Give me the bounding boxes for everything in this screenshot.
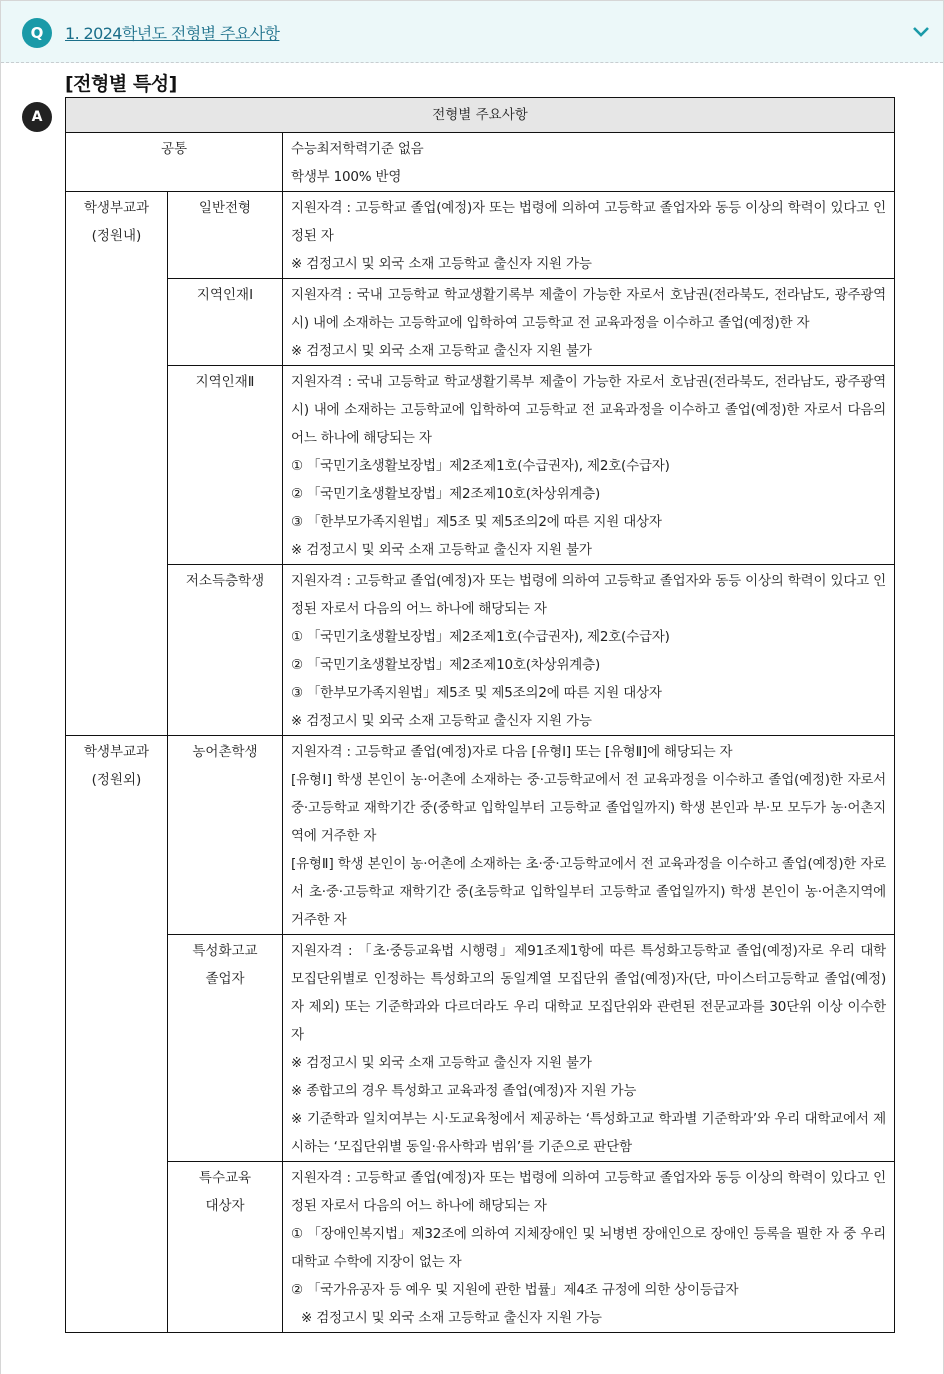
table-row [66, 366, 895, 565]
type-description: 지원자격 : 국내 고등학교 학교생활기록부 제출이 가능한 자로서 호남권(전라북도, 전라남도, 광주광역시) 내에 소재하는 고등학교에 입학하여 고등학교 전 교육과정을 이수하고 졸업(예정)한 자 ※ 검정고시 및 외국 소재 고등학교 출신자 지원 불가 [283, 279, 895, 366]
question-badge: Q [22, 18, 52, 48]
table-row [66, 736, 895, 935]
type-name: 지역인재Ⅰ [168, 279, 283, 366]
type-description: 지원자격 : 국내 고등학교 학교생활기록부 제출이 가능한 자로서 호남권(전라북도, 전라남도, 광주광역시) 내에 소재하는 고등학교에 입학하여 고등학교 전 교육과정을 이수하고 졸업(예정)한 자로서 다음의 어느 하나에 해당되는 자 ① 「국민기초생활보장법」제2조제1호(수급권자), 제2호(수급자) ② 「국민기초생활보장법」제2조제10호(차상위계층) ③ 「한부모가족지원법」제5조 및 제5조의2에 따른 지원 대상자 ※ 검정고시 및 외국 소재 고등학교 출신자 지원 불가 [283, 366, 895, 565]
table-row-common [66, 133, 895, 192]
category-common: 공통 [66, 133, 283, 192]
type-description: 지원자격 : 「초·중등교육법 시행령」제91조제1항에 따른 특성화고등학교 졸업(예정)자로 우리 대학 모집단위별로 인정하는 특성화고의 동일계열 모집단위 졸업(예정)자(단, 마이스터고등학교 졸업(예정)자 제외) 또는 기준학과와 다르더라도 우리 대학교 모집단위와 관련된 전문교과를 30단위 이상 이수한 자 ※ 검정고시 및 외국 소재 고등학교 출신자 지원 불가 ※ 종합고의 경우 특성화고 교육과정 졸업(예정)자 지원 가능 ※ 기준학과 일치여부는 시·도교육청에서 제공하는 ‘특성화고교 학과별 기준학과’와 우리 대학교에서 제시하는 ‘모집단위별 동일·유사학과 범위’를 기준으로 판단함 [283, 935, 895, 1162]
chevron-down-icon[interactable] [911, 23, 931, 41]
table-row [66, 565, 895, 736]
answer-badge: A [22, 102, 52, 132]
group-label-extra: 학생부교과 (정원외) [66, 736, 168, 1333]
table-header: 전형별 주요사항 [66, 98, 895, 133]
type-name: 농어촌학생 [168, 736, 283, 935]
question-title-link[interactable]: 1. 2024학년도 전형별 주요사항 [65, 24, 280, 43]
table-row [66, 1162, 895, 1333]
table-row [66, 279, 895, 366]
type-name: 특수교육 대상자 [168, 1162, 283, 1333]
section-title: [전형별 특성] [65, 73, 177, 95]
type-name: 특성화고교 졸업자 [168, 935, 283, 1162]
table-row [66, 192, 895, 279]
type-name: 일반전형 [168, 192, 283, 279]
description-common: 수능최저학력기준 없음 학생부 100% 반영 [283, 133, 895, 192]
type-name: 저소득층학생 [168, 565, 283, 736]
type-description: 지원자격 : 고등학교 졸업(예정)자로 다음 [유형Ⅰ] 또는 [유형Ⅱ]에 해당되는 자 [유형Ⅰ] 학생 본인이 농·어촌에 소재하는 중·고등학교에서 전 교육과정을 이수하고 졸업(예정)한 자로서 중·고등학교 재학기간 중(중학교 입학일부터 고등학교 졸업일까지) 학생 본인과 부·모 모두가 농·어촌지역에 거주한 자 [유형Ⅱ] 학생 본인이 농·어촌에 소재하는 초·중·고등학교에서 전 교육과정을 이수하고 졸업(예정)한 자로서 초·중·고등학교 재학기간 중(초등학교 입학일부터 고등학교 졸업일까지) 학생 본인이 농·어촌지역에 거주한 자 [283, 736, 895, 935]
group-label-regular: 학생부교과 (정원내) [66, 192, 168, 736]
faq-question-header[interactable] [1, 1, 943, 63]
table-row [66, 935, 895, 1162]
admission-types-table [65, 97, 895, 1333]
type-name: 지역인재Ⅱ [168, 366, 283, 565]
type-description: 지원자격 : 고등학교 졸업(예정)자 또는 법령에 의하여 고등학교 졸업자와 동등 이상의 학력이 있다고 인정된 자로서 다음의 어느 하나에 해당되는 자 ① 「장애인복지법」제32조에 의하여 지체장애인 및 뇌병변 장애인으로 장애인 등록을 필한 자 중 우리 대학교 수학에 지장이 없는 자 ② 「국가유공자 등 예우 및 지원에 관한 법률」제4조 규정에 의한 상이등급자 ※ 검정고시 및 외국 소재 고등학교 출신자 지원 가능 [283, 1162, 895, 1333]
type-description: 지원자격 : 고등학교 졸업(예정)자 또는 법령에 의하여 고등학교 졸업자와 동등 이상의 학력이 있다고 인정된 자로서 다음의 어느 하나에 해당되는 자 ① 「국민기초생활보장법」제2조제1호(수급권자), 제2호(수급자) ② 「국민기초생활보장법」제2조제10호(차상위계층) ③ 「한부모가족지원법」제5조 및 제5조의2에 따른 지원 대상자 ※ 검정고시 및 외국 소재 고등학교 출신자 지원 가능 [283, 565, 895, 736]
type-description: 지원자격 : 고등학교 졸업(예정)자 또는 법령에 의하여 고등학교 졸업자와 동등 이상의 학력이 있다고 인정된 자 ※ 검정고시 및 외국 소재 고등학교 출신자 지원 가능 [283, 192, 895, 279]
table-header-row [66, 98, 895, 133]
